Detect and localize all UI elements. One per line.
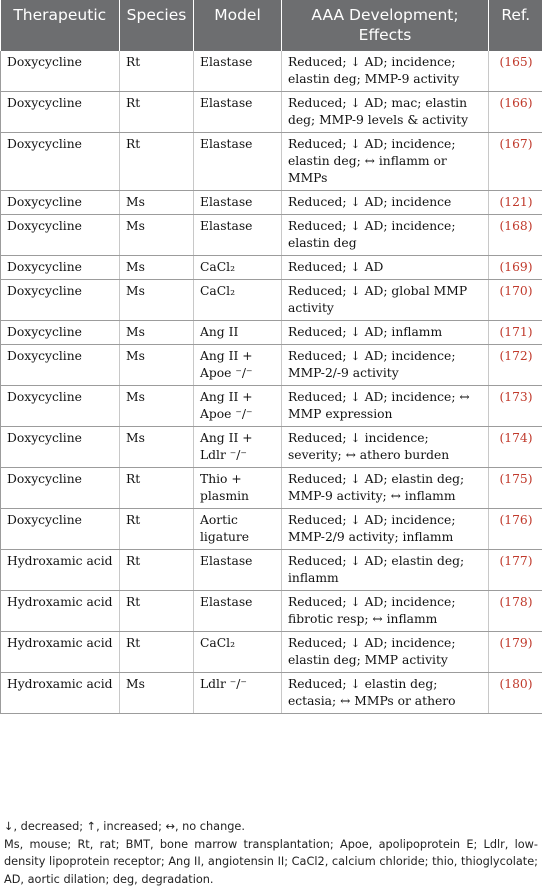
cell-therapeutic: Doxycycline: [1, 191, 120, 215]
cell-therapeutic: Hydroxamic acid: [1, 550, 120, 591]
cell-species: Rt: [120, 133, 194, 191]
cell-therapeutic: Hydroxamic acid: [1, 632, 120, 673]
table-row: [1, 280, 542, 321]
cell-therapeutic: Doxycycline: [1, 280, 120, 321]
cell-model: Ldlr ⁻/⁻: [194, 673, 282, 714]
cell-model: Ang II + Apoe ⁻/⁻: [194, 345, 282, 386]
cell-ref[interactable]: (168): [489, 215, 542, 256]
table-body: [1, 51, 542, 714]
cell-effects: Reduced; ↓ elastin deg; ectasia; ↔ MMPs or athero: [282, 673, 489, 714]
cell-model: Thio + plasmin: [194, 468, 282, 509]
cell-effects: Reduced; ↓ AD; incidence; elastin deg; MMP activity: [282, 632, 489, 673]
cell-therapeutic: Doxycycline: [1, 321, 120, 345]
cell-model: Elastase: [194, 133, 282, 191]
cell-species: Ms: [120, 345, 194, 386]
cell-species: Rt: [120, 51, 194, 92]
cell-ref[interactable]: (174): [489, 427, 542, 468]
cell-ref[interactable]: (175): [489, 468, 542, 509]
cell-therapeutic: Doxycycline: [1, 386, 120, 427]
cell-model: Ang II + Ldlr ⁻/⁻: [194, 427, 282, 468]
table-row: [1, 591, 542, 632]
cell-model: Aortic ligature: [194, 509, 282, 550]
cell-ref[interactable]: (170): [489, 280, 542, 321]
cell-ref[interactable]: (167): [489, 133, 542, 191]
cell-species: Ms: [120, 427, 194, 468]
cell-ref[interactable]: (172): [489, 345, 542, 386]
cell-therapeutic: Hydroxamic acid: [1, 591, 120, 632]
table-header-row: [1, 0, 542, 51]
table-row: [1, 632, 542, 673]
cell-ref[interactable]: (165): [489, 51, 542, 92]
header-species: Species: [120, 0, 194, 51]
cell-therapeutic: Doxycycline: [1, 256, 120, 280]
cell-model: CaCl₂: [194, 280, 282, 321]
table-row: [1, 321, 542, 345]
cell-therapeutic: Doxycycline: [1, 345, 120, 386]
header-ref: Ref.: [489, 0, 542, 51]
table-row: [1, 92, 542, 133]
cell-therapeutic: Doxycycline: [1, 468, 120, 509]
cell-effects: Reduced; ↓ AD; incidence; ↔ MMP expression: [282, 386, 489, 427]
cell-effects: Reduced; ↓ AD; incidence: [282, 191, 489, 215]
table-row: [1, 256, 542, 280]
table-row: [1, 468, 542, 509]
cell-ref[interactable]: (171): [489, 321, 542, 345]
cell-effects: Reduced; ↓ AD; incidence; MMP-2/-9 activity: [282, 345, 489, 386]
cell-model: Elastase: [194, 550, 282, 591]
cell-effects: Reduced; ↓ AD; elastin deg; inflamm: [282, 550, 489, 591]
footnote-abbreviations: Ms, mouse; Rt, rat; BMT, bone marrow transplantation; Apoe, apolipoprotein E; Ldlr, low-density lipoprotein receptor; Ang II, angiotensin II; CaCl2, calcium chloride; thio, thioglycolate; AD, aortic dilation; deg, degradation.: [4, 837, 538, 886]
cell-species: Ms: [120, 215, 194, 256]
header-therapeutic: Therapeutic: [1, 0, 120, 51]
table-row: [1, 427, 542, 468]
cell-ref[interactable]: (166): [489, 92, 542, 133]
cell-species: Ms: [120, 256, 194, 280]
cell-therapeutic: Doxycycline: [1, 215, 120, 256]
cell-effects: Reduced; ↓ AD; mac; elastin deg; MMP-9 levels & activity: [282, 92, 489, 133]
cell-species: Ms: [120, 191, 194, 215]
table-row: [1, 51, 542, 92]
cell-species: Rt: [120, 468, 194, 509]
cell-model: Elastase: [194, 215, 282, 256]
cell-species: Ms: [120, 280, 194, 321]
cell-effects: Reduced; ↓ AD; inflamm: [282, 321, 489, 345]
cell-species: Ms: [120, 321, 194, 345]
cell-effects: Reduced; ↓ AD; global MMP activity: [282, 280, 489, 321]
cell-model: Elastase: [194, 51, 282, 92]
cell-effects: Reduced; ↓ AD; incidence; elastin deg; ↔ inflamm or MMPs: [282, 133, 489, 191]
cell-species: Ms: [120, 386, 194, 427]
cell-species: Rt: [120, 509, 194, 550]
table-row: [1, 191, 542, 215]
cell-effects: Reduced; ↓ AD: [282, 256, 489, 280]
cell-species: Ms: [120, 673, 194, 714]
cell-effects: Reduced; ↓ AD; incidence; fibrotic resp; ↔ inflamm: [282, 591, 489, 632]
cell-model: Elastase: [194, 191, 282, 215]
cell-effects: Reduced; ↓ AD; incidence; MMP-2/9 activity; inflamm: [282, 509, 489, 550]
cell-ref[interactable]: (169): [489, 256, 542, 280]
cell-model: Elastase: [194, 92, 282, 133]
cell-ref[interactable]: (179): [489, 632, 542, 673]
table-row: [1, 386, 542, 427]
cell-effects: Reduced; ↓ incidence; severity; ↔ athero burden: [282, 427, 489, 468]
cell-ref[interactable]: (180): [489, 673, 542, 714]
cell-ref[interactable]: (176): [489, 509, 542, 550]
cell-therapeutic: Doxycycline: [1, 509, 120, 550]
cell-model: CaCl₂: [194, 256, 282, 280]
cell-effects: Reduced; ↓ AD; elastin deg; MMP-9 activity; ↔ inflamm: [282, 468, 489, 509]
cell-species: Rt: [120, 550, 194, 591]
table-row: [1, 345, 542, 386]
cell-model: Ang II: [194, 321, 282, 345]
cell-model: Elastase: [194, 591, 282, 632]
footnote-symbols: ↓, decreased; ↑, increased; ↔, no change.: [4, 820, 245, 833]
cell-effects: Reduced; ↓ AD; incidence; elastin deg: [282, 215, 489, 256]
table-row: [1, 215, 542, 256]
cell-ref[interactable]: (121): [489, 191, 542, 215]
cell-therapeutic: Doxycycline: [1, 427, 120, 468]
header-model: Model: [194, 0, 282, 51]
cell-effects: Reduced; ↓ AD; incidence; elastin deg; MMP-9 activity: [282, 51, 489, 92]
cell-species: Rt: [120, 632, 194, 673]
cell-therapeutic: Doxycycline: [1, 92, 120, 133]
cell-therapeutic: Doxycycline: [1, 51, 120, 92]
table-row: [1, 673, 542, 714]
table-footnotes: [4, 818, 538, 888]
cell-species: Rt: [120, 92, 194, 133]
cell-therapeutic: Hydroxamic acid: [1, 673, 120, 714]
cell-therapeutic: Doxycycline: [1, 133, 120, 191]
table-row: [1, 550, 542, 591]
cell-ref[interactable]: (177): [489, 550, 542, 591]
cell-model: Ang II + Apoe ⁻/⁻: [194, 386, 282, 427]
table-row: [1, 133, 542, 191]
cell-species: Rt: [120, 591, 194, 632]
header-effects: AAA Development; Effects: [282, 0, 489, 51]
table-row: [1, 509, 542, 550]
cell-ref[interactable]: (173): [489, 386, 542, 427]
cell-ref[interactable]: (178): [489, 591, 542, 632]
cell-model: CaCl₂: [194, 632, 282, 673]
